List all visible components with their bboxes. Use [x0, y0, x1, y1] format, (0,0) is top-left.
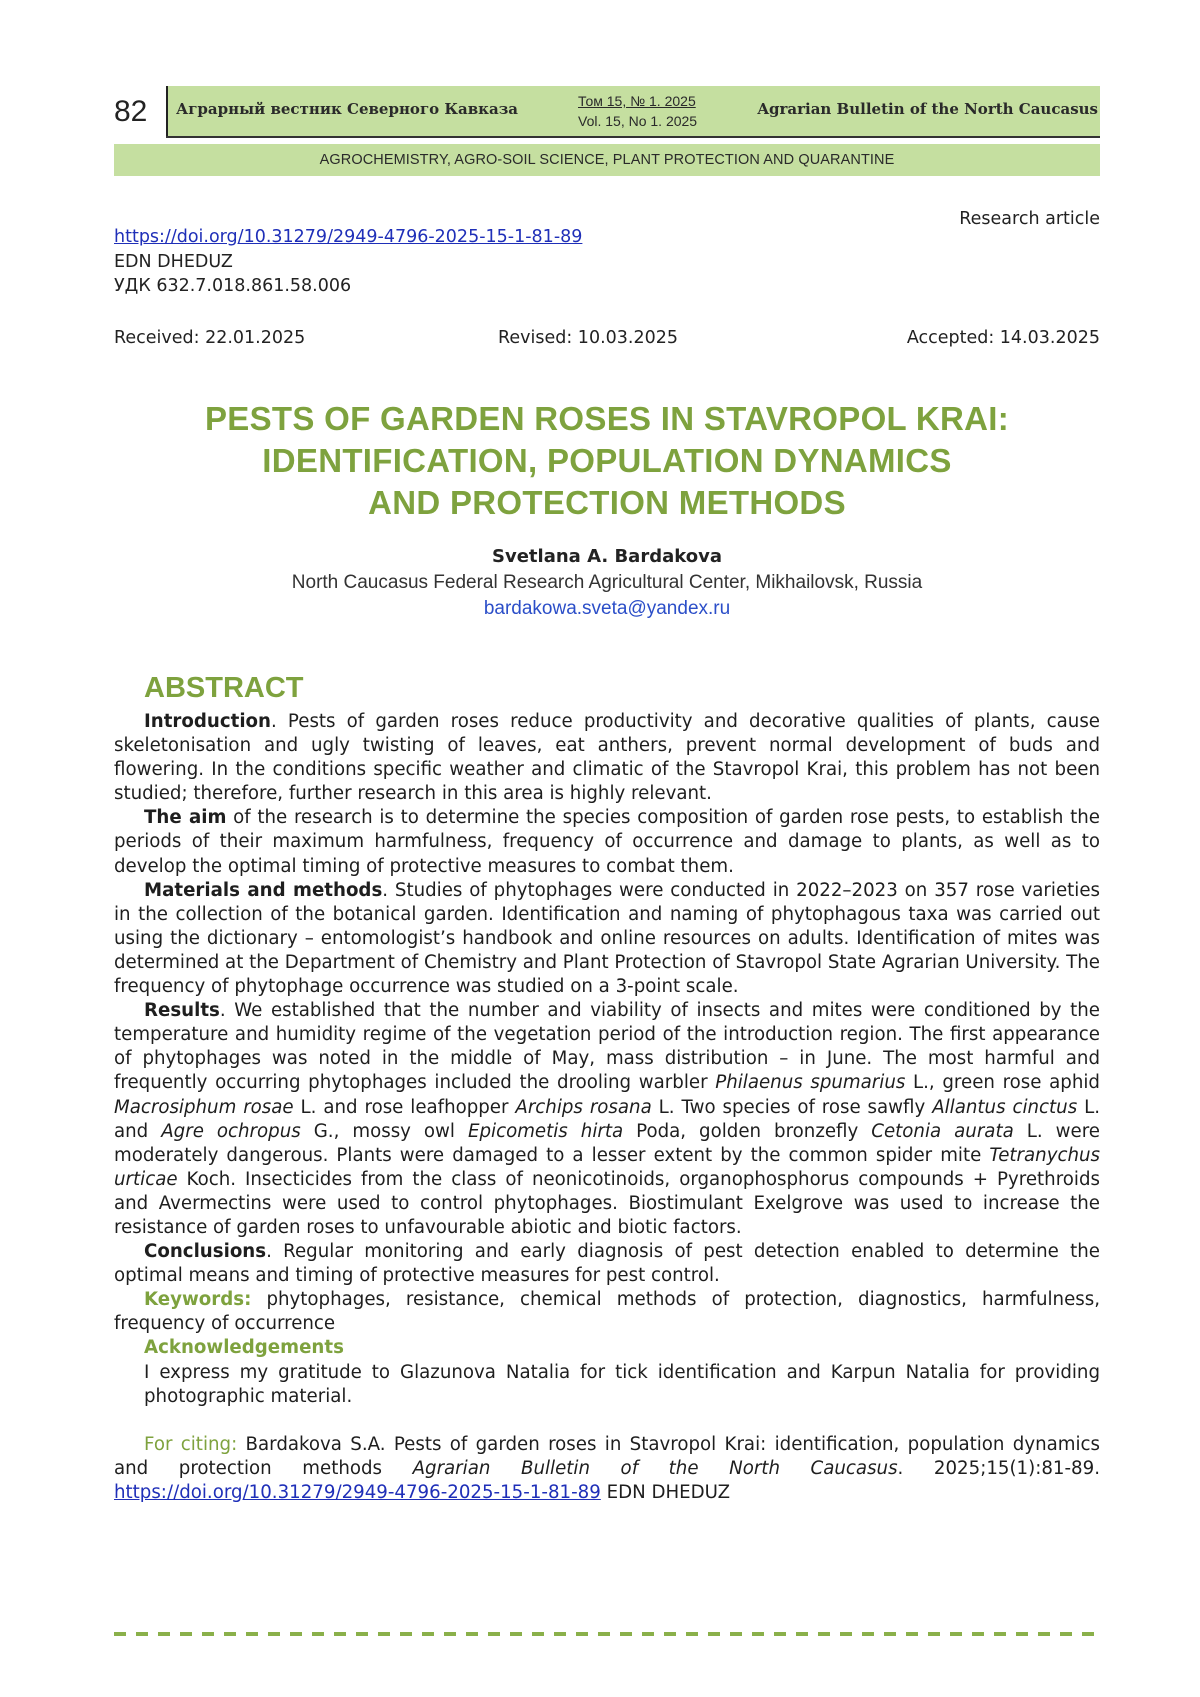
- results-text: L. and rose leafhopper: [293, 1096, 516, 1118]
- species-name: Agre ochropus: [161, 1120, 301, 1142]
- citation: [114, 1433, 1100, 1505]
- header-band: [166, 86, 1100, 138]
- author-affiliation: North Caucasus Federal Research Agricultural Center, Mikhailovsk, Russia: [291, 572, 923, 593]
- udk: УДК 632.7.018.861.58.006: [114, 276, 352, 296]
- species-name: Cetonia aurata: [871, 1120, 1014, 1142]
- results-label: Results: [144, 1000, 220, 1022]
- spacer: [114, 1409, 1100, 1433]
- intro-text: . Pests of garden roses reduce productivity and decorative qualities of plants, cause skeletonisation and ugly twisting of leaves, eat anthers, prevent normal development of buds and flowering. In the conditions specific weather and climatic of the Stavropol Krai, this problem has not been studied; therefore, further research in this area is highly relevant.: [114, 711, 1100, 805]
- author-name: Svetlana A. Bardakova: [492, 546, 722, 567]
- citation-label: For citing:: [144, 1433, 238, 1455]
- article-title: [114, 398, 1100, 524]
- abstract-conclusions: [114, 1240, 1100, 1288]
- methods-label: Materials and methods: [144, 879, 383, 901]
- author-email[interactable]: bardakowa.sveta@yandex.ru: [483, 598, 731, 619]
- journal-title-ru: Аграрный вестник Северного Кавказа: [176, 100, 518, 118]
- page-number: 82: [114, 95, 148, 128]
- citation-doi-link[interactable]: https://doi.org/10.31279/2949-4796-2025-15-1-81-89: [114, 1481, 601, 1503]
- species-name: Epicometis hirta: [468, 1120, 624, 1142]
- species-name: Macrosiphum rosae: [114, 1096, 294, 1118]
- section-heading: AGROCHEMISTRY, AGRO-SOIL SCIENCE, PLANT PROTECTION AND QUARANTINE: [114, 144, 1100, 176]
- doi-link-container: [114, 227, 582, 247]
- species-name: Philaenus spumarius: [715, 1072, 906, 1094]
- received-date: Received: 22.01.2025: [114, 328, 306, 348]
- title-line-1: PESTS OF GARDEN ROSES IN STAVROPOL KRAI:: [204, 400, 1010, 437]
- edn: EDN DHEDUZ: [114, 252, 233, 272]
- journal-title-en: Agrarian Bulletin of the North Caucasus: [757, 100, 1098, 118]
- footer-dashed-divider: [114, 1632, 1100, 1636]
- abstract-body: [114, 710, 1100, 1505]
- volume-info: [578, 91, 697, 131]
- journal-header: [114, 86, 1100, 138]
- citation-edn: EDN DHEDUZ: [600, 1481, 731, 1503]
- author-email-container: [114, 598, 1100, 620]
- ack-label: Acknowledgements: [144, 1337, 344, 1359]
- results-text: L. were moderately dangerous. Plants were damaged to a lesser extent by the common spider mite: [114, 1120, 1100, 1166]
- results-text: L. Two species of rose sawfly: [651, 1096, 933, 1118]
- intro-label: Introduction: [144, 711, 271, 732]
- abstract-aim: [114, 806, 1100, 878]
- species-name: Archips rosana: [515, 1096, 652, 1118]
- results-text: . We established that the number and viability of insects and mites were conditioned by the temperature and humidity regime of the vegetation period of the introduction region. The first appearance of phytophages was noted in the middle of May, mass distribution – in June. The most harmful and frequently occurring phytophages included the drooling warbler: [114, 1000, 1100, 1094]
- revised-date: Revised: 10.03.2025: [498, 328, 679, 348]
- aim-label: The aim: [144, 807, 227, 829]
- citation-journal: Agrarian Bulletin of the North Caucasus: [412, 1457, 898, 1479]
- conclusions-text: . Regular monitoring and early diagnosis of pest detection enabled to determine the optimal means and timing of protective measures for pest control.: [114, 1241, 1100, 1287]
- abstract-results: [114, 999, 1100, 1240]
- citation-text: Bardakova S.A. Pests of garden roses in Stavropol Krai: identification, population dynamics and protection methods: [114, 1433, 1101, 1479]
- acknowledgements-heading: [114, 1336, 1100, 1360]
- abstract-methods: [114, 879, 1100, 999]
- volume-ru: Том 15, № 1. 2025: [578, 93, 696, 109]
- aim-text: of the research is to determine the species composition of garden rose pests, to establish the periods of their maximum harmfulness, frequency of occurrence and damage to plants, as well as to develop the optimal timing of protective measures to combat them.: [114, 807, 1100, 877]
- species-name: Allantus cinctus: [932, 1096, 1078, 1118]
- results-text: L., green rose aphid: [905, 1072, 1100, 1094]
- results-text: G., mossy owl: [300, 1120, 468, 1142]
- citation-tail: . 2025;15(1):81-89.: [897, 1457, 1100, 1479]
- abstract-heading: ABSTRACT: [144, 672, 304, 704]
- accepted-date: Accepted: 14.03.2025: [906, 328, 1100, 348]
- volume-en: Vol. 15, No 1. 2025: [578, 113, 698, 129]
- doi-link[interactable]: https://doi.org/10.31279/2949-4796-2025-15-1-81-89: [114, 227, 583, 247]
- results-text: Poda, golden bronzefly: [623, 1120, 872, 1142]
- abstract-introduction: [114, 710, 1100, 806]
- title-line-2: IDENTIFICATION, POPULATION DYNAMICS: [262, 442, 952, 479]
- keywords-text: phytophages, resistance, chemical methods of protection, diagnostics, harmfulness, frequency of occurrence: [114, 1289, 1100, 1335]
- article-type: Research article: [959, 209, 1100, 229]
- species-name: Tetranychus urticae: [114, 1144, 1100, 1190]
- conclusions-label: Conclusions: [144, 1241, 267, 1263]
- keywords-label: Keywords:: [144, 1289, 252, 1311]
- results-text: Koch. Insecticides from the class of neonicotinoids, organophosphorus compounds + Pyrethroids and Avermectins were used to control phytophages. Biostimulant Exelgrove was used to increase the resistance of garden roses to unfavourable abiotic and biotic factors.: [114, 1168, 1100, 1238]
- title-line-3: AND PROTECTION METHODS: [368, 484, 846, 521]
- acknowledgements-text: I express my gratitude to Glazunova Natalia for tick identification and Karpun Natalia for providing photographic material.: [144, 1361, 1100, 1407]
- results-text: L. and: [114, 1096, 1100, 1142]
- keywords: [114, 1288, 1100, 1336]
- methods-text: . Studies of phytophages were conducted in 2022–2023 on 357 rose varieties in the collection of the botanical garden. Identification and naming of phytophagous taxa was carried out using the dictionary – entomologist’s handbook and online resources on adults. Identification of mites was determined at the Department of Chemistry and Plant Protection of Stavropol State Agrarian University. The frequency of phytophage occurrence was studied on a 3-point scale.: [114, 879, 1100, 998]
